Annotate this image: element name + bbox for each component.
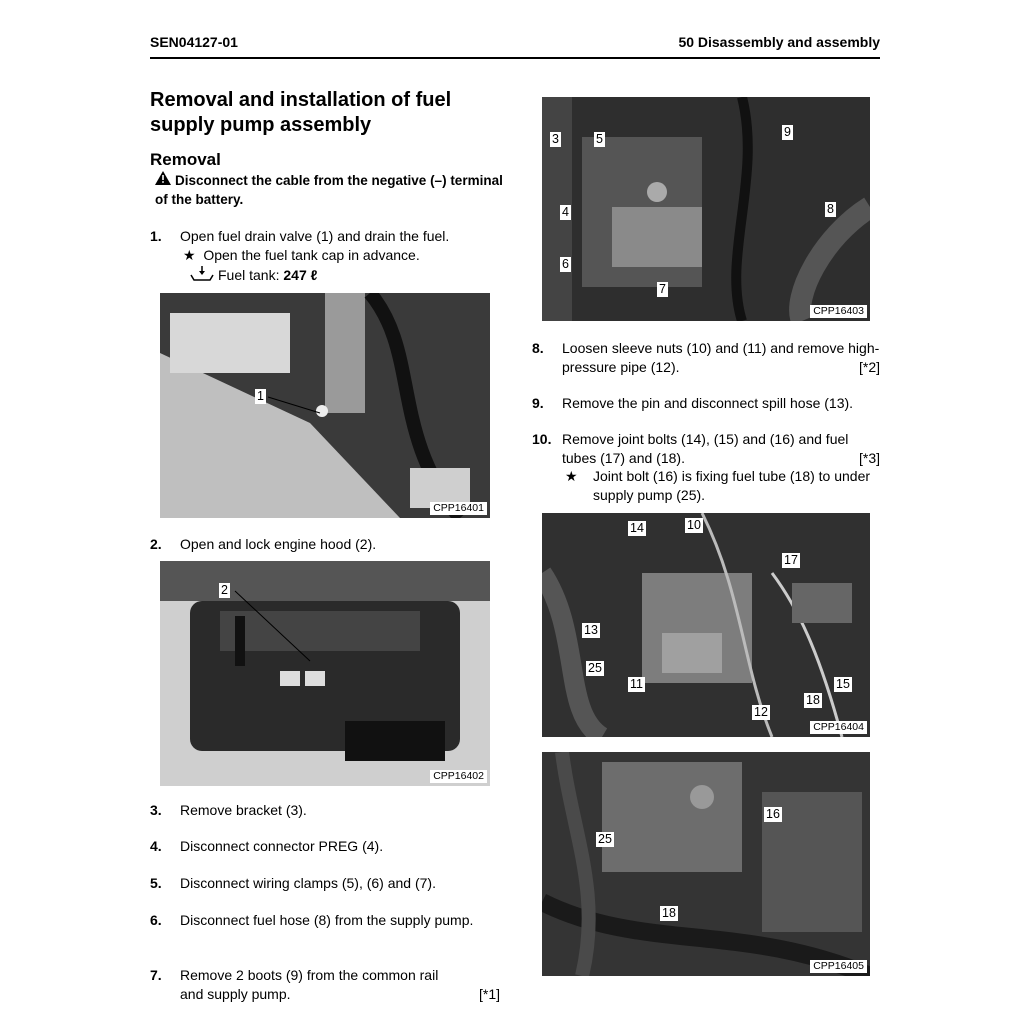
step-2 (150, 535, 510, 554)
step-number: 7. (150, 967, 162, 983)
step-number: 9. (532, 395, 544, 411)
warning-text: Disconnect the cable from the negative (–) terminal of the battery. (155, 173, 503, 207)
step-number: 8. (532, 340, 544, 356)
callout: 8 (827, 202, 834, 216)
callout: 14 (630, 521, 644, 535)
callout: 25 (598, 832, 612, 846)
step-number: 2. (150, 536, 162, 552)
callout: 18 (662, 906, 676, 920)
section-title: 50 Disassembly and assembly (678, 34, 880, 50)
step-10-star-text: Joint bolt (16) is fixing fuel tube (18) to under supply pump (25). (593, 468, 871, 503)
figure-under-supply-pump (542, 752, 870, 976)
step-reference: [*3] (858, 450, 880, 466)
callout: 16 (766, 807, 780, 821)
step-4 (150, 837, 510, 856)
callout: 7 (659, 282, 666, 296)
step-1-star: ★ Open the fuel tank cap in advance. (183, 247, 420, 263)
step-10-star: ★ Joint bolt (16) is fixing fuel tube (18) to under supply pump (25). (565, 467, 880, 505)
callout: 11 (630, 677, 643, 691)
step-text: Remove 2 boots (9) from the common rail and supply pump. (180, 967, 439, 1002)
step-text: Disconnect wiring clamps (5), (6) and (7). (180, 875, 436, 891)
step-7 (150, 966, 500, 1004)
callout: 4 (562, 205, 569, 219)
step-text: Open fuel drain valve (1) and drain the fuel. (180, 228, 450, 244)
figure-supply-pump-pipes (542, 513, 870, 737)
warning (155, 171, 515, 209)
step-1 (150, 227, 510, 246)
warning-icon (155, 171, 175, 190)
step-8 (532, 339, 880, 377)
callout: 9 (784, 125, 791, 139)
step-5 (150, 874, 510, 893)
step-10 (532, 430, 880, 468)
step-text: Open and lock engine hood (2). (180, 536, 377, 552)
step-9 (532, 394, 880, 413)
step-text: Remove the pin and disconnect spill hose (13). (562, 395, 854, 411)
fuel-tank-icon (190, 266, 218, 287)
figure-code: CPP16401 (430, 502, 487, 515)
step-text: Remove bracket (3). (180, 802, 307, 818)
callout: 12 (754, 705, 768, 719)
callout: 17 (784, 553, 798, 567)
callout: 5 (596, 132, 603, 146)
callout: 6 (562, 257, 569, 271)
fuel-capacity-value: 247 ℓ (283, 267, 318, 283)
step-number: 1. (150, 228, 162, 244)
page-title: Removal and installation of fuel supply pump assembly (150, 89, 452, 136)
step-6 (150, 911, 500, 949)
step-number: 5. (150, 875, 162, 891)
step-text: Loosen sleeve nuts (10) and (11) and remove high-pressure pipe (12). (562, 340, 880, 375)
callout: 2 (221, 583, 228, 597)
figure-code: CPP16402 (430, 770, 487, 783)
callout: 10 (687, 518, 701, 532)
figure-code: CPP16405 (810, 960, 867, 973)
step-text: Disconnect fuel hose (8) from the supply pump. (180, 912, 474, 928)
header-rule (150, 57, 880, 59)
doc-code: SEN04127-01 (150, 34, 238, 50)
step-number: 4. (150, 838, 162, 854)
figure-engine-hood (160, 561, 490, 786)
step-number: 10. (532, 431, 552, 447)
callout: 1 (257, 389, 264, 403)
figure-fuel-drain-valve (160, 293, 490, 518)
callout: 18 (806, 693, 820, 707)
figure-code: CPP16404 (810, 721, 867, 734)
step-number: 6. (150, 912, 162, 928)
fuel-capacity (190, 266, 317, 287)
figure-code: CPP16403 (810, 305, 867, 318)
step-number: 3. (150, 802, 162, 818)
figure-supply-pump-top (542, 97, 870, 321)
step-3 (150, 801, 510, 820)
step-1-star-text: Open the fuel tank cap in advance. (203, 247, 420, 263)
callout: 13 (584, 623, 598, 637)
callout: 25 (588, 661, 602, 675)
fuel-capacity-label: Fuel tank: (218, 267, 280, 283)
callout: 3 (552, 132, 559, 146)
subheading: Removal (150, 150, 221, 169)
step-reference: [*2] (858, 359, 880, 375)
callout: 15 (836, 677, 850, 691)
step-text: Disconnect connector PREG (4). (180, 838, 384, 854)
step-text: Remove joint bolts (14), (15) and (16) and fuel tubes (17) and (18). (562, 431, 849, 466)
step-reference: [*1] (478, 986, 500, 1002)
